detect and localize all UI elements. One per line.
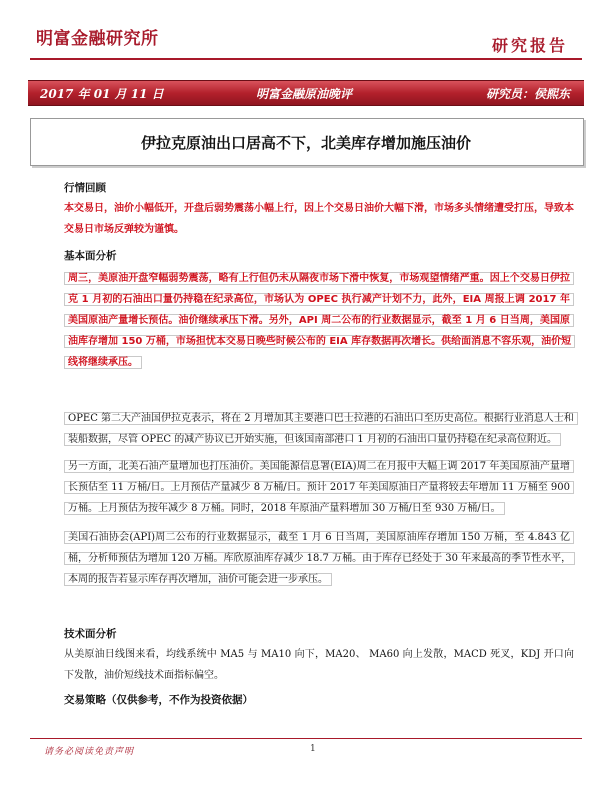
logo-text: 明富金融研究所 xyxy=(36,29,159,49)
paragraph-opec-text: OPEC 第二大产油国伊拉克表示，将在 2 月增加其主要港口巴士拉港的石油出口至历史高位。根据行业消息人士和装船数据，尽管 OPEC 的减产协议已开始实施，但该国南部港口 1 月初的石油出口量仍持稳在纪录高位附近。 xyxy=(64,412,578,446)
column-name: 明富金融原油晚评 xyxy=(256,87,353,101)
strategy-heading: 交易策略（仅供参考，不作为投资依据） xyxy=(64,694,253,706)
header-band xyxy=(28,80,584,106)
disclaimer-note[interactable]: 请务必阅读免责声明 xyxy=(44,747,135,757)
paragraph-opec xyxy=(64,408,574,450)
footer-divider xyxy=(30,738,582,739)
report-type: 研究报告 xyxy=(491,36,568,55)
fundamental-body: 周三，美原油开盘窄幅弱势震荡，略有上行但仍未从隔夜市场下滑中恢复，市场观望情绪严重。因上个交易日伊拉克 1 月初的石油出口量仍持稳在纪录高位，市场认为 OPEC 执行减产计划不力，此外，EIA 周报上调 2017 年美国原油产量增长预估。油价继续承压下滑。另外，API 周二公布的行业数据显示，截至 1 月 6 日当周，美国原油库存增加 150 万桶，市场担忧本交易日晚些时候公布的 EIA 库存数据再次增长。供给面消息不容乐观，油价短线将继续承压。 xyxy=(64,272,575,369)
technical-heading: 技术面分析 xyxy=(64,628,117,640)
fundamental-text xyxy=(64,268,574,373)
paragraph-eia-text: 另一方面，北美石油产量增加也打压油价。美国能源信息署(EIA)周二在月报中大幅上调 2017 年美国原油产量增长预估至 11 万桶/日。上月预估产量减少 8 万桶/日。预计 2017 年美国原油日产量将较去年增加 11 万桶至 900 万桶。上月预估为按年减少 8 万桶。同时，2018 年原油产量料增加 30 万桶/日至 930 万桶/日。 xyxy=(64,460,574,515)
paragraph-api xyxy=(64,527,574,590)
header-divider xyxy=(30,58,582,60)
paragraph-api-text: 美国石油协会(API)周二公布的行业数据显示，截至 1 月 6 日当周，美国原油库存增加 150 万桶，至 4.843 亿桶，分析师预估为增加 120 万桶。库欣原油库存减少 18.7 万桶。由于库存已经处于 30 年来最高的季节性水平，本周的报告若显示库存再次增加，油价可能会进一步承压。 xyxy=(64,531,575,586)
report-date: 2017 年 01 月 11 日 xyxy=(40,87,164,101)
technical-text: 从美原油日线图来看，均线系统中 MA5 与 MA10 向下，MA20、 MA60 向上发散，MACD 死叉，KDJ 开口向下发散，油价短线技术面指标偏空。 xyxy=(64,649,574,681)
analyst-name: 研究员：侯熙东 xyxy=(485,87,570,101)
paragraph-eia xyxy=(64,456,574,519)
review-text: 本交易日，油价小幅低开，开盘后弱势震荡小幅上行，因上个交易日油价大幅下滑，市场多头情绪遭受打压，导致本交易日市场反弹较为谨慎。 xyxy=(64,203,574,235)
page-title: 伊拉克原油出口居高不下，北美库存增加施压油价 xyxy=(140,134,471,152)
fundamental-heading: 基本面分析 xyxy=(64,250,117,262)
page-number: 1 xyxy=(310,744,316,754)
review-heading: 行情回顾 xyxy=(64,182,106,194)
